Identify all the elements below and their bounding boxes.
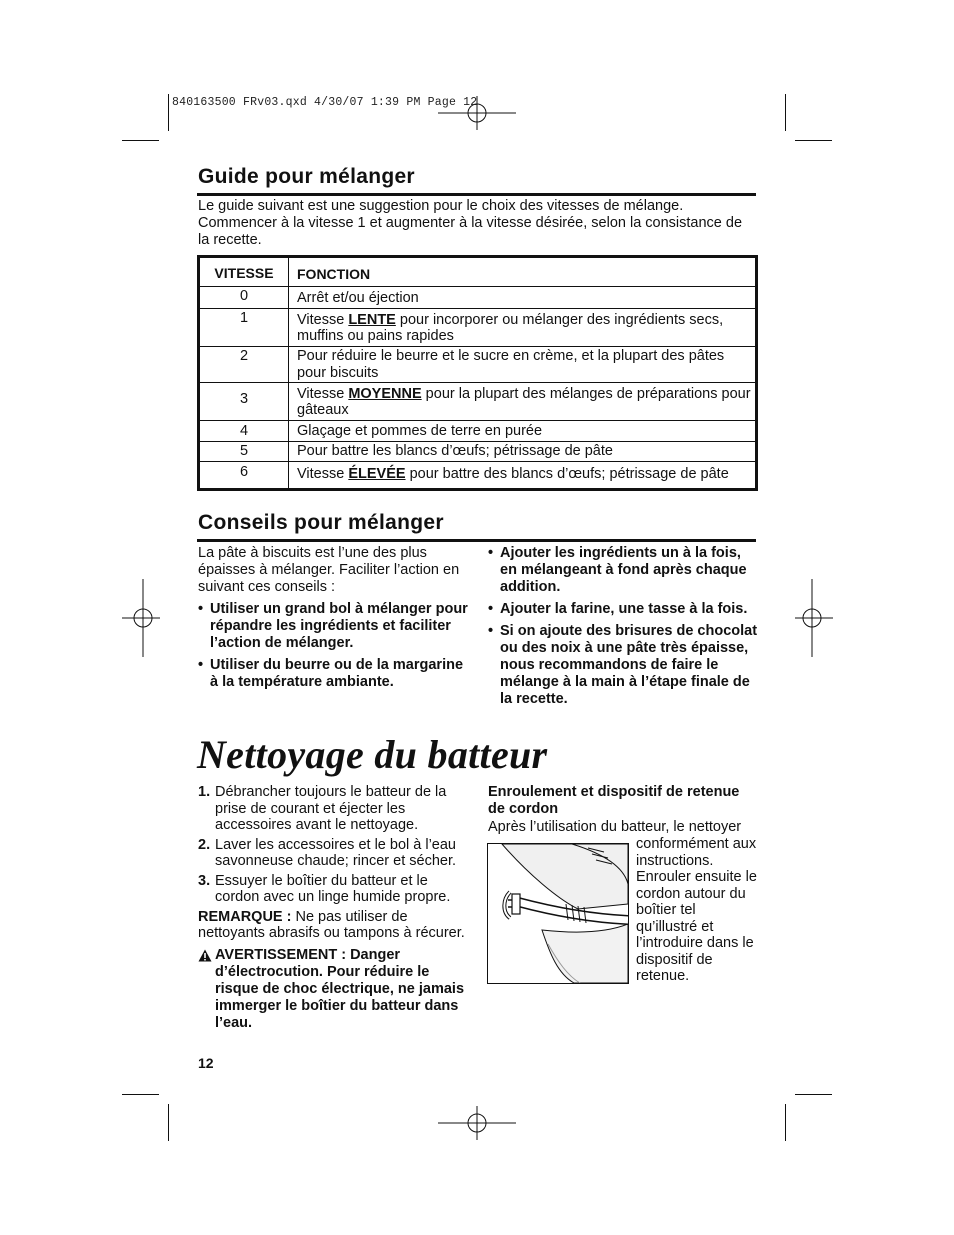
tips-title: Conseils pour mélanger — [198, 511, 444, 534]
list-item: • Utiliser du beurre ou de la margarine à la température ambiante. — [198, 657, 470, 691]
tips-left-list — [198, 601, 470, 691]
list-item: • Ajouter la farine, une tasse à la fois. — [488, 601, 758, 618]
speed-function: Vitesse LENTE pour incorporer ou mélanger des ingrédients secs, muffins ou pains rapides — [289, 309, 757, 347]
speed-function: Pour battre les blancs d’œufs; pétrissage de pâte — [289, 442, 757, 462]
list-item: • Utiliser un grand bol à mélanger pour répandre les ingrédients et faciliter l’action de mélanger. — [198, 601, 470, 652]
list-item: 2. Laver les accessoires et le bol à l’eau savonneuse chaude; rincer et sécher. — [198, 836, 457, 869]
tips-left-column — [198, 545, 470, 696]
guide-title: Guide pour mélanger — [198, 165, 415, 188]
guide-title-rule — [197, 193, 756, 196]
speed-value: 3 — [199, 383, 289, 421]
speed-value: 1 — [199, 309, 289, 347]
list-item: • Ajouter les ingrédients un à la fois, en mélangeant à fond après chaque addition. — [488, 545, 758, 596]
table-row — [199, 421, 757, 442]
tips-right-list — [488, 545, 758, 708]
cord-illustration — [487, 843, 629, 984]
cord-wrap-illustration-icon — [488, 844, 628, 983]
crop-mark — [785, 1104, 786, 1141]
guide-intro: Le guide suivant est une suggestion pour le choix des vitesses de mélange. Commencer à la vitesse 1 et augmenter à la vitesse désirée, selon la consistance de la recette. — [198, 198, 743, 248]
list-item: 3. Essuyer le boîtier du batteur et le cordon avec un linge humide propre. — [198, 872, 451, 905]
crop-mark — [122, 1094, 159, 1095]
speed-function: Glaçage et pommes de terre en purée — [289, 421, 757, 442]
list-item: 1. Débrancher toujours le batteur de la prise de courant et éjecter les accessoires avant le nettoyage. — [198, 784, 447, 833]
cleaning-title: Nettoyage du batteur — [197, 732, 548, 777]
speed-function: Pour réduire le beurre et le sucre en crème, et la plupart des pâtes pour biscuits — [289, 347, 757, 383]
speed-table — [197, 255, 758, 491]
registration-mark-icon — [122, 579, 160, 657]
table-row — [199, 309, 757, 347]
crop-mark — [795, 1094, 832, 1095]
warning-text: AVERTISSEMENT : Danger d’électrocution. Pour réduire le risque de choc électrique, ne jamais immerger le boîtier du batteur dans l’eau. — [215, 946, 465, 1031]
crop-mark — [122, 140, 159, 141]
crop-mark — [785, 94, 786, 131]
registration-mark-icon — [438, 1106, 516, 1140]
speed-table-header — [199, 257, 757, 287]
cord-intro: Après l’utilisation du batteur, le nettoyer — [488, 819, 742, 835]
crop-mark — [795, 140, 832, 141]
cord-title: Enroulement et dispositif de retenue de cordon — [488, 784, 740, 817]
list-item: • Si on ajoute des brisures de chocolat ou des noix à une pâte très épaisse, nous recommandons de faire le mélange à la main à l’étape finale de la recette. — [488, 623, 758, 708]
cleaning-left-column — [198, 784, 473, 1032]
speed-value: 5 — [199, 442, 289, 462]
table-row — [199, 347, 757, 383]
warning-block — [198, 947, 473, 1032]
table-row — [199, 442, 757, 462]
speed-value: 2 — [199, 347, 289, 383]
crop-mark — [168, 1104, 169, 1141]
table-row — [199, 383, 757, 421]
speed-value: 0 — [199, 287, 289, 309]
cleaning-note: REMARQUE : Ne pas utiliser de nettoyants abrasifs ou tampons à récurer. — [198, 908, 465, 941]
cleaning-steps — [198, 784, 473, 906]
function-column-header: FONCTION — [289, 257, 757, 287]
tips-title-rule — [197, 539, 756, 542]
registration-mark-icon — [795, 579, 833, 657]
speed-function: Arrêt et/ou éjection — [289, 287, 757, 309]
tips-right-column — [488, 545, 758, 713]
tips-intro: La pâte à biscuits est l’une des plus épaisses à mélanger. Faciliter l’action en suivant ces conseils : — [198, 545, 460, 595]
speed-function: Vitesse MOYENNE pour la plupart des mélanges de préparations pour gâteaux — [289, 383, 757, 421]
speed-function: Vitesse ÉLEVÉE pour battre des blancs d’œufs; pétrissage de pâte — [289, 462, 757, 490]
table-row — [199, 462, 757, 490]
warning-triangle-icon — [198, 949, 212, 962]
speed-value: 6 — [199, 462, 289, 490]
cord-instructions: conformément aux instructions. Enrouler ensuite le cordon autour du boîtier tel qu’illustré et l’introduire dans le dispositif de retenue. — [636, 836, 757, 984]
speed-column-header: VITESSE — [199, 257, 289, 287]
page-number: 12 — [198, 1055, 214, 1071]
speed-value: 4 — [199, 421, 289, 442]
crop-mark — [168, 94, 169, 131]
file-slug: 840163500 FRv03.qxd 4/30/07 1:39 PM Page 12 — [172, 96, 478, 109]
table-row — [199, 287, 757, 309]
